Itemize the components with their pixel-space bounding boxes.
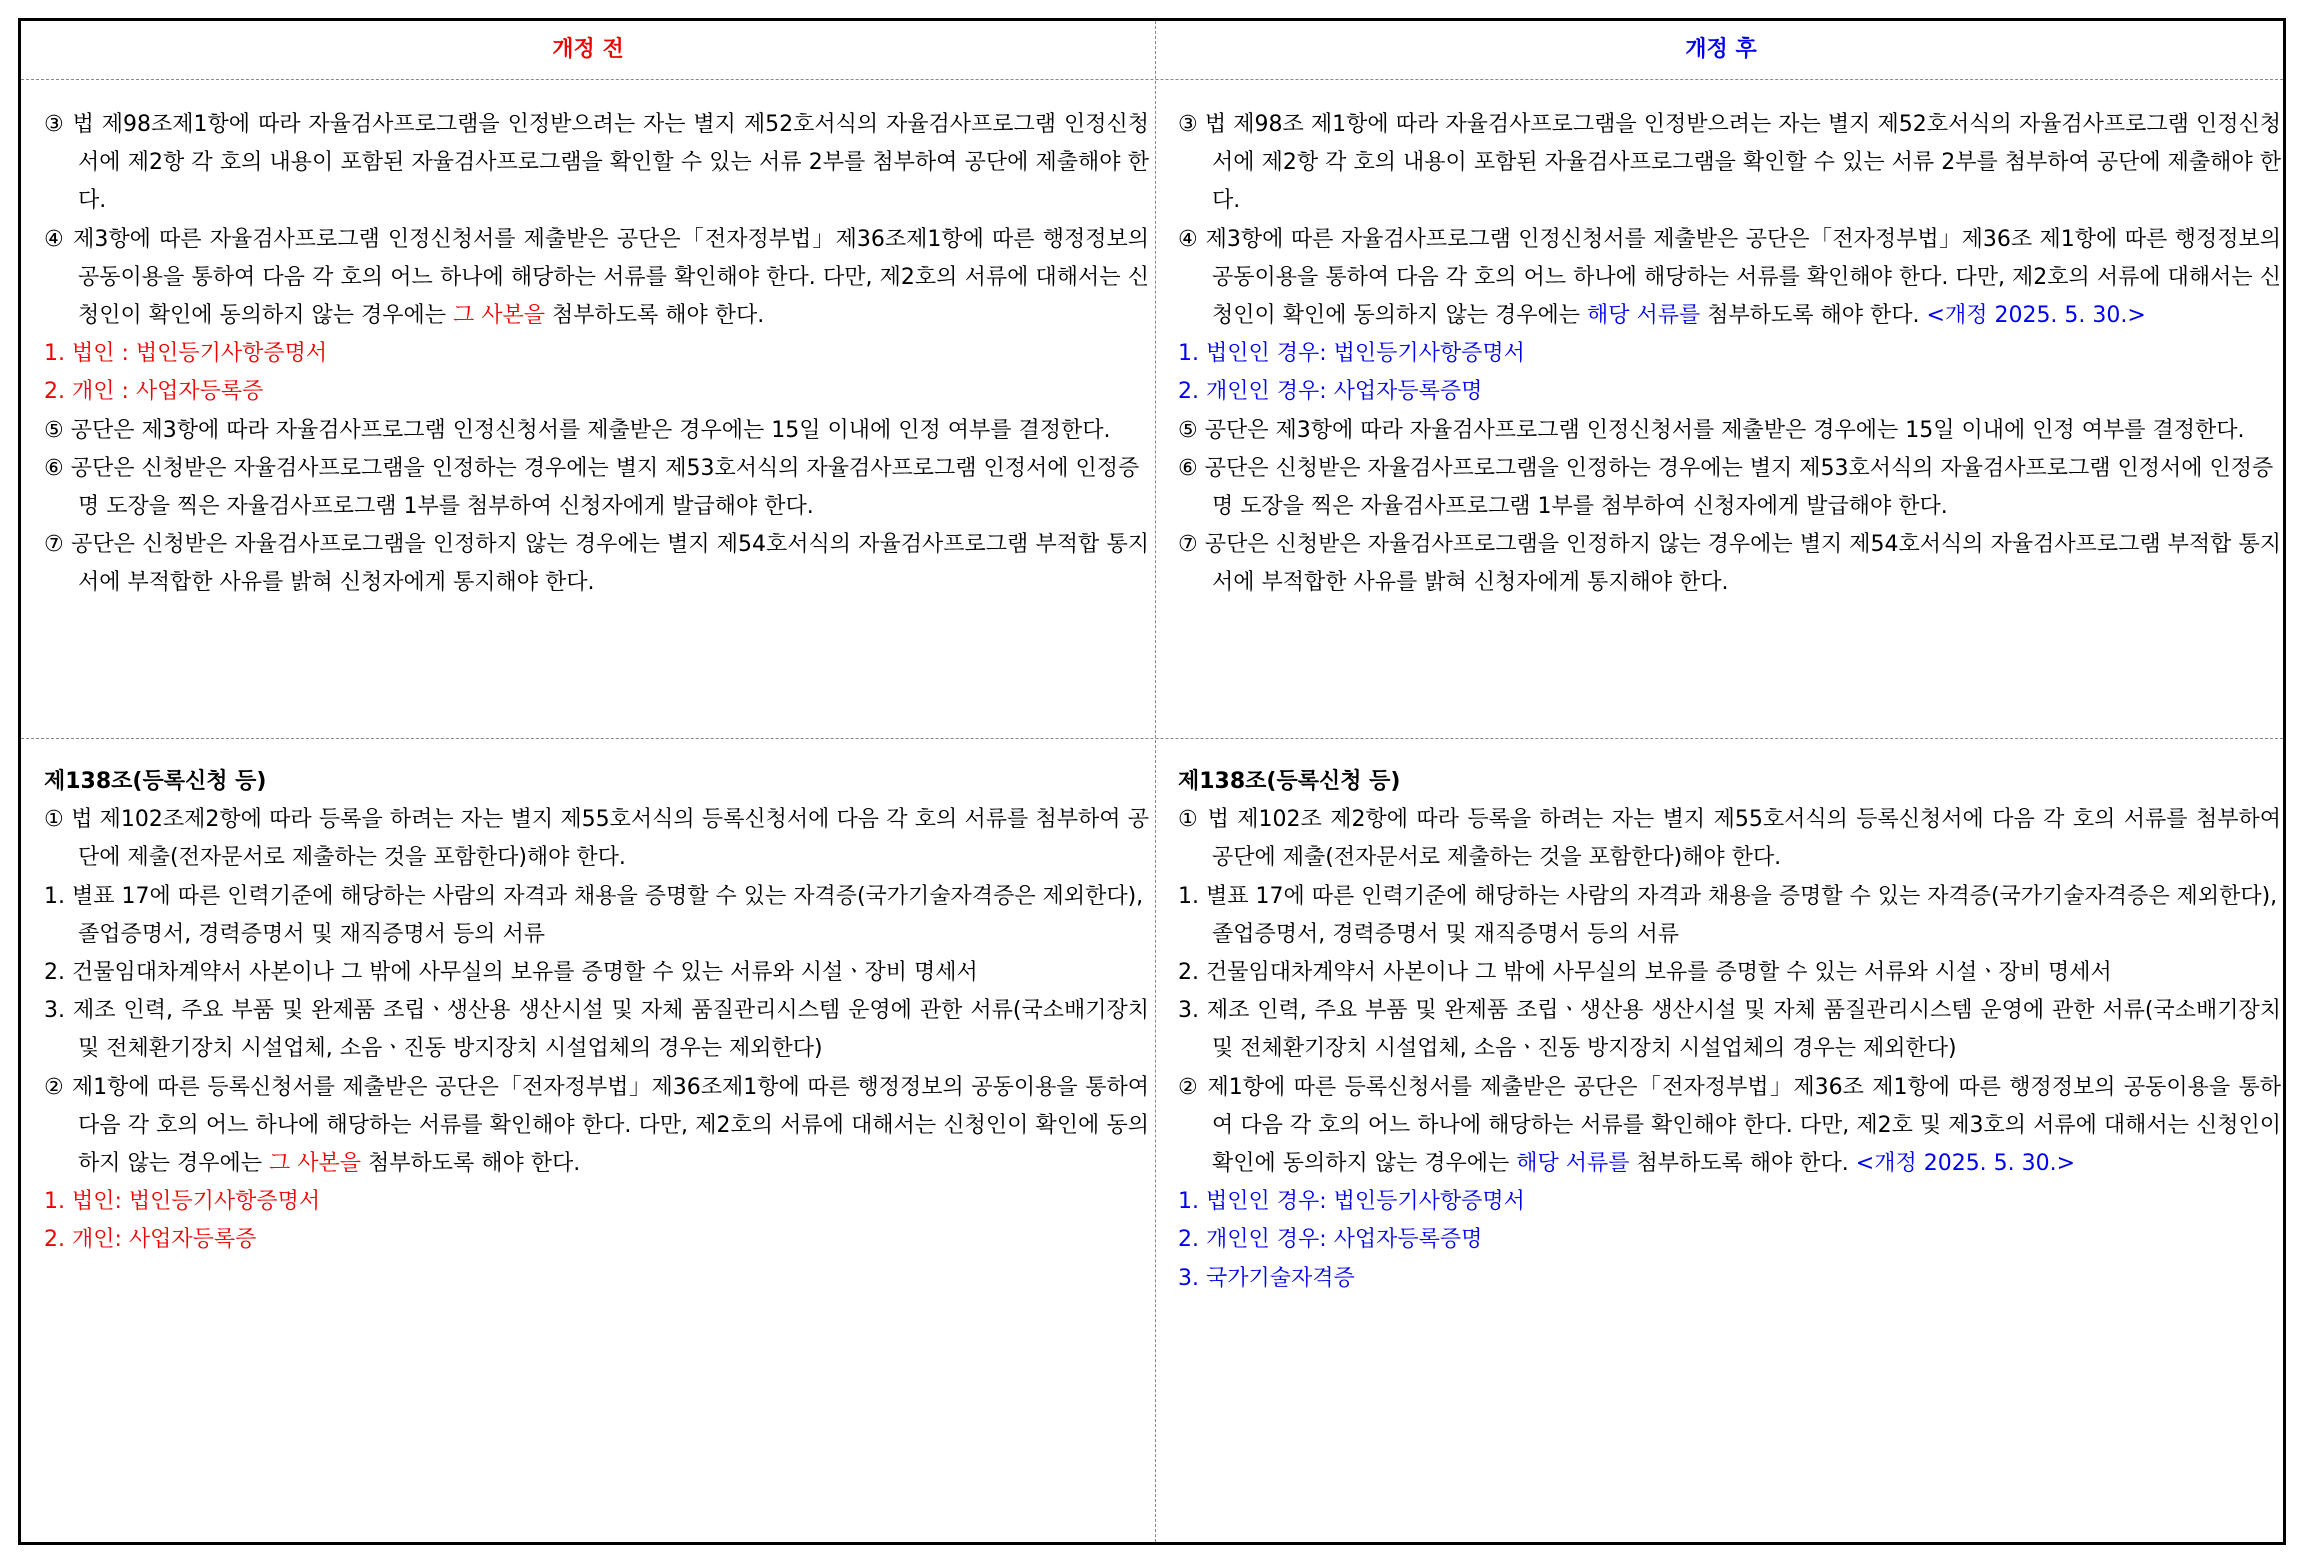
header-before: 개정 전 xyxy=(552,37,624,62)
before-article-paragraph-2-end: 첨부하도록 해야 한다. xyxy=(361,1151,581,1177)
after-article-item-1: 1. 별표 17에 따른 인력기준에 해당하는 사람의 자격과 채용을 증명할 수 있는 자격증(국가기술자격증은 제외한다), 졸업증명서, 경력증명서 및 재직증명서 등의 서류 xyxy=(1178,883,2278,947)
after-paragraph-3: ③ 법 제98조 제1항에 따라 자율검사프로그램을 인정받으려는 자는 별지 제52호서식의 자율검사프로그램 인정신청서에 제2항 각 호의 내용이 포함된 자율검사프로그램을 확인할 수 있는 서류 2부를 첨부하여 공단에 제출해야 한다. xyxy=(1178,112,2281,214)
before-article-item-3: 3. 제조 인력, 주요 부품 및 완제품 조립ㆍ생산용 생산시설 및 자체 품질관리시스템 운영에 관한 서류(국소배기장치 및 전체환기장치 시설업체, 소음ㆍ진동 방지장치 시설업체의 경우는 제외한다) xyxy=(44,998,1149,1062)
before-paragraph-4-end: 첨부하도록 해야 한다. xyxy=(545,303,765,329)
after-paragraph-7: ⑦ 공단은 신청받은 자율검사프로그램을 인정하지 않는 경우에는 별지 제54호서식의 자율검사프로그램 부적합 통지서에 부적합한 사유를 밝혀 신청자에게 통지해야 한다. xyxy=(1178,532,2281,596)
before-article-item-1: 1. 별표 17에 따른 인력기준에 해당하는 사람의 자격과 채용을 증명할 수 있는 자격증(국가기술자격증은 제외한다), 졸업증명서, 경력증명서 및 재직증명서 등의 서류 xyxy=(44,883,1144,947)
after-paragraph-4-text: ④ 제3항에 따른 자율검사프로그램 인정신청서를 제출받은 공단은「전자정부법」제36조 제1항에 따른 행정정보의 공동이용을 통하여 다음 각 호의 어느 하나에 해당하는 서류를 확인해야 한다. 다만, 제2호의 서류에 대해서는 신청인이 확인에 동의하지 않는 경우에는 xyxy=(1178,226,2281,329)
after-article-paragraph-2-end: 첨부하도록 해야 한다. xyxy=(1629,1151,1856,1177)
before-paragraph-3: ③ 법 제98조제1항에 따라 자율검사프로그램을 인정받으려는 자는 별지 제52호서식의 자율검사프로그램 인정신청서에 제2항 각 호의 내용이 포함된 자율검사프로그램을 확인할 수 있는 서류 2부를 첨부하여 공단에 제출해야 한다. xyxy=(44,112,1149,214)
before-paragraph-6: ⑥ 공단은 신청받은 자율검사프로그램을 인정하는 경우에는 별지 제53호서식의 자율검사프로그램 인정서에 인정증명 도장을 찍은 자율검사프로그램 1부를 첨부하여 신청자에게 발급해야 한다. xyxy=(44,455,1140,520)
after-bottom-cell xyxy=(1178,763,2281,1298)
comparison-table xyxy=(18,18,2286,1545)
before-article-doc-item-1: 1. 법인: 법인등기사항증명서 xyxy=(44,1189,321,1215)
before-paragraph-4-text: ④ 제3항에 따른 자율검사프로그램 인정신청서를 제출받은 공단은「전자정부법」제36조제1항에 따른 행정정보의 공동이용을 통하여 다음 각 호의 어느 하나에 해당하는 서류를 확인해야 한다. 다만, 제2호의 서류에 대해서는 신청인이 확인에 동의하지 않는 경우에는 xyxy=(44,226,1149,329)
after-article-item-3: 3. 제조 인력, 주요 부품 및 완제품 조립ㆍ생산용 생산시설 및 자체 품질관리시스템 운영에 관한 서류(국소배기장치 및 전체환기장치 시설업체, 소음ㆍ진동 방지장치 시설업체의 경우는 제외한다) xyxy=(1178,998,2281,1062)
after-paragraph-5: ⑤ 공단은 제3항에 따라 자율검사프로그램 인정신청서를 제출받은 경우에는 15일 이내에 인정 여부를 결정한다. xyxy=(1178,417,2245,443)
after-paragraph-4 xyxy=(1178,221,2281,336)
before-article-paragraph-2-text: ② 제1항에 따른 등록신청서를 제출받은 공단은「전자정부법」제36조제1항에 따른 행정정보의 공동이용을 통하여 다음 각 호의 어느 하나에 해당하는 서류를 확인해야 한다. 다만, 제2호의 서류에 대해서는 신청인이 확인에 동의하지 않는 경우에는 xyxy=(44,1074,1149,1177)
header-after: 개정 후 xyxy=(1685,37,1757,62)
before-paragraph-4-changed: 그 사본을 xyxy=(453,303,546,329)
after-article-paragraph-2 xyxy=(1178,1069,2281,1184)
before-paragraph-7: ⑦ 공단은 신청받은 자율검사프로그램을 인정하지 않는 경우에는 별지 제54호서식의 자율검사프로그램 부적합 통지서에 부적합한 사유를 밝혀 신청자에게 통지해야 한다. xyxy=(44,532,1149,596)
before-article-paragraph-2 xyxy=(44,1069,1149,1184)
before-article-title: 제138조(등록신청 등) xyxy=(44,769,267,794)
after-article-paragraph-2-amendment: <개정 2025. 5. 30.> xyxy=(1855,1151,2076,1177)
after-paragraph-4-changed: 해당 서류를 xyxy=(1587,303,1701,329)
before-bottom-cell xyxy=(44,763,1149,1260)
after-article-paragraph-1: ① 법 제102조 제2항에 따라 등록을 하려는 자는 별지 제55호서식의 등록신청서에 다음 각 호의 서류를 첨부하여 공단에 제출(전자문서로 제출하는 것을 포함한다)해야 한다. xyxy=(1178,807,2281,871)
before-top-cell xyxy=(44,106,1149,603)
after-article-doc-item-1: 1. 법인인 경우: 법인등기사항증명서 xyxy=(1178,1189,1525,1215)
after-article-paragraph-2-changed: 해당 서류를 xyxy=(1516,1151,1630,1177)
after-item-2: 2. 개인인 경우: 사업자등록증명 xyxy=(1178,379,1483,405)
before-article-paragraph-2-changed: 그 사본을 xyxy=(269,1151,362,1177)
after-article-title: 제138조(등록신청 등) xyxy=(1178,769,1401,794)
after-paragraph-6: ⑥ 공단은 신청받은 자율검사프로그램을 인정하는 경우에는 별지 제53호서식의 자율검사프로그램 인정서에 인정증명 도장을 찍은 자율검사프로그램 1부를 첨부하여 신청자에게 발급해야 한다. xyxy=(1178,455,2274,520)
header-divider xyxy=(21,79,2283,80)
row-divider xyxy=(21,738,2283,739)
after-article-doc-item-3: 3. 국가기술자격증 xyxy=(1178,1265,1355,1291)
before-article-doc-item-2: 2. 개인: 사업자등록증 xyxy=(44,1227,257,1253)
after-paragraph-4-amendment: <개정 2025. 5. 30.> xyxy=(1926,303,2146,329)
after-paragraph-4-end: 첨부하도록 해야 한다. xyxy=(1700,303,1927,329)
after-article-doc-item-2: 2. 개인인 경우: 사업자등록증명 xyxy=(1178,1227,1483,1253)
after-item-1: 1. 법인인 경우: 법인등기사항증명서 xyxy=(1178,341,1525,367)
column-divider xyxy=(1155,21,1156,1542)
before-article-item-2: 2. 건물임대차계약서 사본이나 그 밖에 사무실의 보유를 증명할 수 있는 서류와 시설ㆍ장비 명세서 xyxy=(44,960,978,986)
after-top-cell xyxy=(1178,106,2281,603)
before-item-2: 2. 개인 : 사업자등록증 xyxy=(44,379,264,405)
before-paragraph-4 xyxy=(44,221,1149,336)
before-paragraph-5: ⑤ 공단은 제3항에 따라 자율검사프로그램 인정신청서를 제출받은 경우에는 15일 이내에 인정 여부를 결정한다. xyxy=(44,417,1111,443)
before-item-1: 1. 법인 : 법인등기사항증명서 xyxy=(44,341,328,367)
before-article-paragraph-1: ① 법 제102조제2항에 따라 등록을 하려는 자는 별지 제55호서식의 등록신청서에 다음 각 호의 서류를 첨부하여 공단에 제출(전자문서로 제출하는 것을 포함한다)해야 한다. xyxy=(44,807,1149,871)
after-article-item-2: 2. 건물임대차계약서 사본이나 그 밖에 사무실의 보유를 증명할 수 있는 서류와 시설ㆍ장비 명세서 xyxy=(1178,960,2112,986)
after-article-paragraph-2-text: ② 제1항에 따른 등록신청서를 제출받은 공단은「전자정부법」제36조 제1항에 따른 행정정보의 공동이용을 통하여 다음 각 호의 어느 하나에 해당하는 서류를 확인해야 한다. 다만, 제2호 및 제3호의 서류에 대해서는 신청인이 확인에 동의하지 않는 경우에는 xyxy=(1178,1074,2281,1177)
